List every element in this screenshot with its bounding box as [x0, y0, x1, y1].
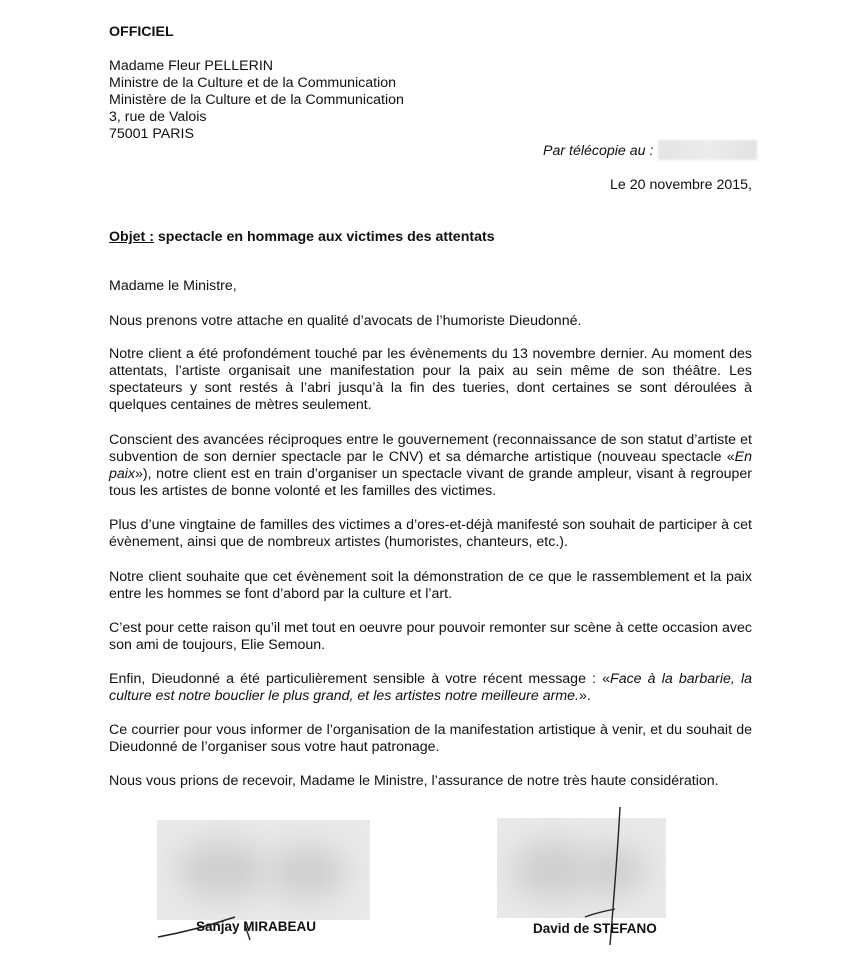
header-label: OFFICIEL: [109, 24, 174, 40]
letter-date: Le 20 novembre 2015,: [610, 177, 752, 193]
recipient-line: 75001 PARIS: [109, 126, 194, 142]
body-paragraph-7: [109, 671, 752, 705]
p3-part-a: Conscient des avancées réciproques entre le gouvernement (reconnaissance de son statut d’artiste et subvention de son dernier spectacle par le CNV) et sa démarche artistique (nouveau spectacle «: [109, 432, 752, 465]
fax-label: Par télécopie au :: [543, 143, 654, 159]
p3-show-title: En paix: [109, 449, 752, 482]
closing-paragraph: Nous vous prions de recevoir, Madame le Ministre, l’assurance de notre très haute considération.: [109, 773, 719, 789]
fax-number-redacted: [658, 140, 757, 160]
body-paragraph-2: Notre client a été profondément touché par les évènements du 13 novembre dernier. Au moment des attentats, l’artiste organisait une manifestation pour la paix au sein même de son théâtre. Les spectateurs y sont restés à l’abri jusqu’à la fin des tueries, dont certaines se sont déroulées à quelques centaines de mètres seulement.: [109, 346, 752, 413]
subject-label: Objet :: [109, 229, 154, 245]
p7-part-a: Enfin, Dieudonné a été particulièrement sensible à votre récent message : «: [109, 671, 611, 687]
recipient-line: Ministre de la Culture et de la Communication: [109, 75, 397, 91]
body-paragraph-4: Plus d’une vingtaine de familles des victimes a d’ores-et-déjà manifesté son souhait de participer à cet évènement, ainsi que de nombreux artistes (humoristes, chanteurs, etc.).: [109, 517, 752, 550]
body-paragraph-6: C’est pour cette raison qu’il met tout en oeuvre pour pouvoir remonter sur scène à cette occasion avec son ami de toujours, Elie Semoun.: [109, 620, 752, 653]
salutation: Madame le Ministre,: [109, 278, 237, 294]
signatory-name-left: Sanjay MIRABEAU: [196, 919, 317, 934]
recipient-line: Ministère de la Culture et de la Communication: [109, 92, 404, 108]
signatory-name-right: David de STEFANO: [533, 921, 657, 936]
subject-text: spectacle en hommage aux victimes des attentats: [157, 229, 495, 245]
recipient-address: [109, 58, 404, 143]
p3-part-b: »), notre client est en train d’organiser un spectacle vivant de grande ampleur, visant à regrouper tous les artistes de bonne volonté et les familles des victimes.: [109, 466, 752, 499]
body-paragraph-8: Ce courrier pour vous informer de l’organisation de la manifestation artistique à venir, et du souhait de Dieudonné de l’organiser sous votre haut patronage.: [109, 722, 752, 755]
recipient-line: Madame Fleur PELLERIN: [109, 58, 274, 74]
body-paragraph-1: Nous prenons votre attache en qualité d’avocats de l’humoriste Dieudonné.: [109, 313, 582, 329]
subject-line: [109, 229, 495, 246]
p7-part-b: ».: [579, 688, 591, 704]
body-paragraph-5: Notre client souhaite que cet évènement soit la démonstration de ce que le rassemblement et la paix entre les hommes se font d’abord par la culture et l’art.: [109, 569, 752, 602]
p7-quote: Face à la barbarie, la culture est notre bouclier le plus grand, et les artistes notre meilleure arme.: [109, 671, 752, 704]
body-paragraph-3: [109, 432, 752, 500]
recipient-line: 3, rue de Valois: [109, 109, 207, 125]
